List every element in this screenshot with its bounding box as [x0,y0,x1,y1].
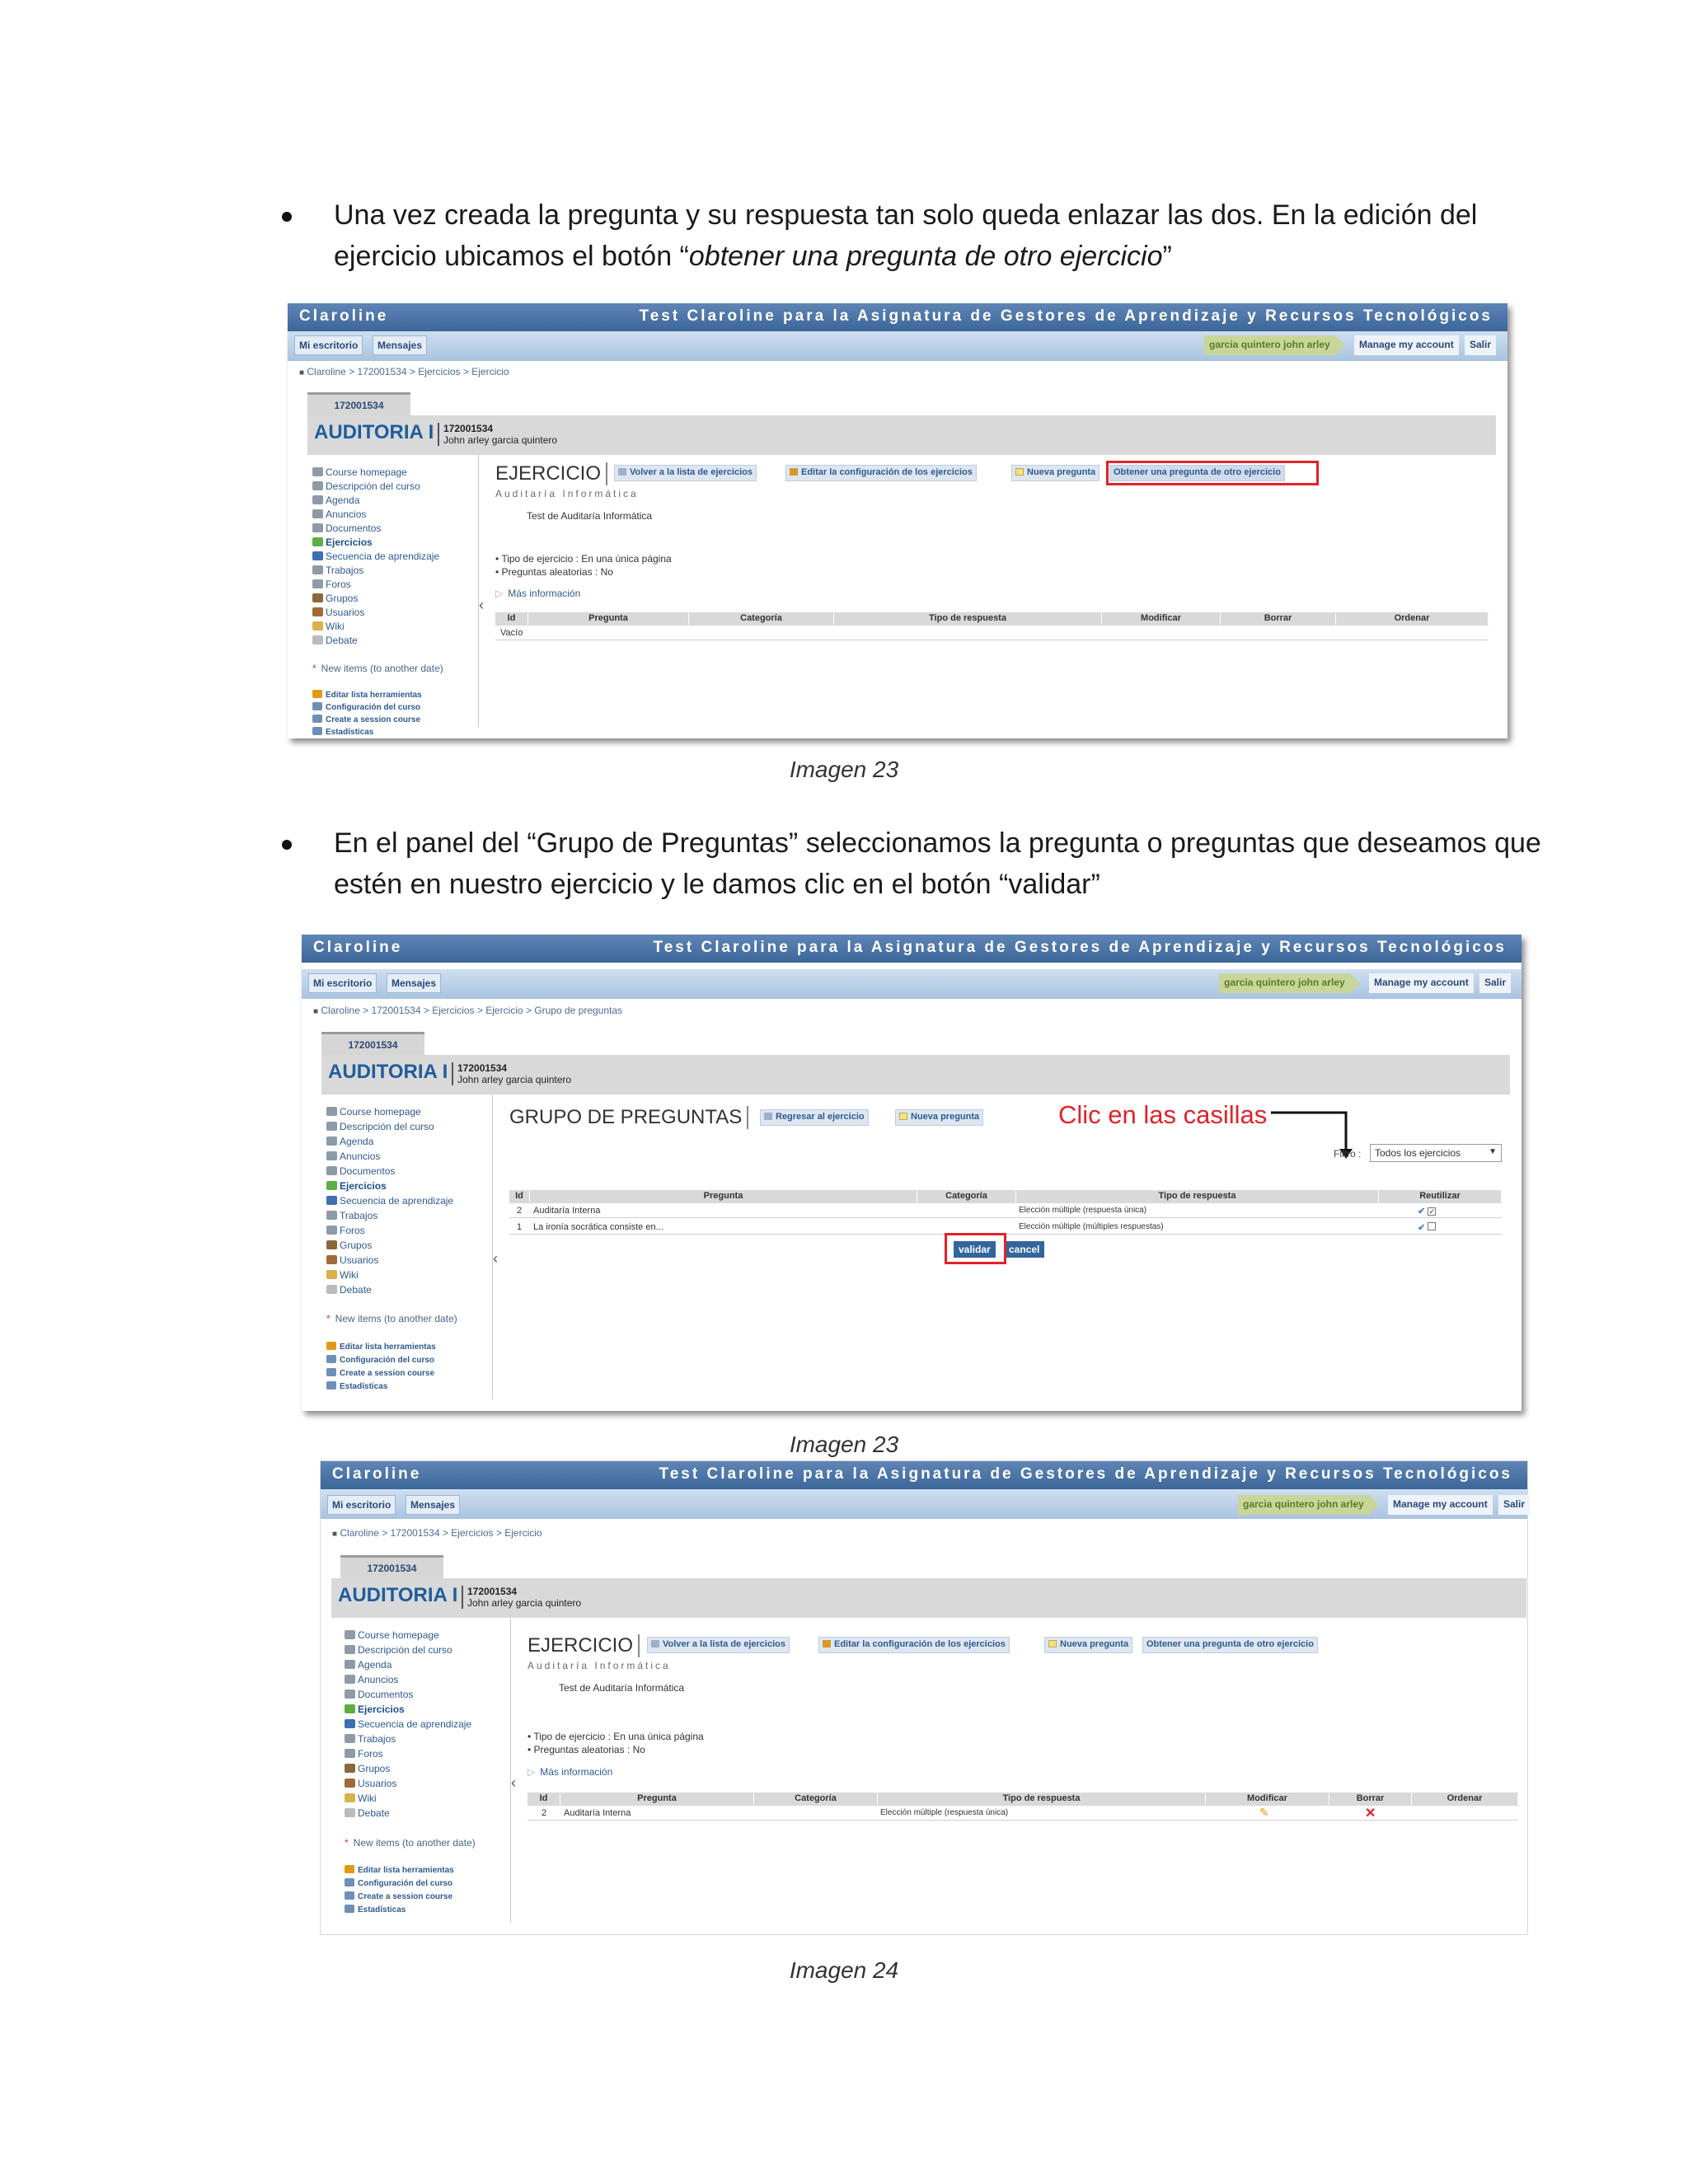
group-icon [312,593,323,602]
exercise-title: EJERCICIO [528,1634,640,1657]
nav-desk-link[interactable]: Mi escritorio [294,335,363,355]
col-answer-type: Tipo de respuesta [878,1793,1206,1805]
stats-icon [326,1381,336,1390]
description-icon [345,1645,355,1654]
col-category: Categoría [917,1191,1016,1202]
triangle-icon: ▷ [528,1766,536,1778]
menu-users[interactable]: Usuarios [312,607,364,618]
menu-forums[interactable]: Foros [345,1748,383,1760]
tool-create-session[interactable]: Create a session course [326,1368,434,1378]
col-order: Ordenar [1412,1793,1518,1805]
row-answer-type: Elección múltiple (respuesta única) [880,1808,1009,1817]
menu-course-homepage[interactable]: Course homepage [345,1629,439,1641]
menu-users[interactable]: Usuarios [345,1778,396,1789]
col-id: Id [528,1793,560,1805]
menu-course-description[interactable]: Descripción del curso [312,480,420,492]
bullet-paragraph-1 [284,194,1570,277]
config-icon [312,702,322,710]
row-id: 2 [517,1206,523,1216]
exercise-info [495,552,672,579]
assignment-icon [312,565,323,574]
folder-icon [312,523,323,532]
arrow-back-icon [651,1640,659,1647]
crumb-exercise[interactable]: Ejercicio [485,1005,523,1016]
bullet-paragraph-2 [284,823,1570,905]
tool-course-config[interactable]: Configuración del curso [326,1355,434,1365]
course-title[interactable]: AUDITORIA I [338,1584,458,1606]
col-category: Categoría [754,1793,878,1805]
menu-learning-path[interactable]: Secuencia de aprendizaje [326,1195,453,1207]
brand-logo[interactable]: Claroline [299,307,389,325]
crumb-exercises[interactable]: Ejercicios [451,1527,494,1539]
group-icon [326,1240,337,1249]
table-row [528,1806,1518,1821]
row-id: 2 [542,1808,547,1818]
row-reuse [1418,1206,1436,1216]
col-reuse: Reutilizar [1379,1191,1502,1202]
calendar-icon [312,495,323,504]
row-question[interactable]: La ironía socrática consiste en... [533,1222,663,1232]
menu-learning-path[interactable]: Secuencia de aprendizaje [345,1718,471,1730]
back-to-exercise-button[interactable]: Regresar al ejercicio [760,1109,869,1126]
chat-icon [326,1285,337,1294]
modify-pencil-icon[interactable]: ✎ [1259,1806,1269,1819]
site-banner [321,1461,1527,1489]
announcement-icon [312,509,323,518]
collapse-sidebar-icon[interactable]: ‹ [479,597,484,613]
menu-announcements[interactable]: Anuncios [312,509,366,520]
course-code: 172001534 John arley garcia quintero [462,1586,581,1609]
crumb-root[interactable]: Claroline [340,1527,379,1539]
menu-documents[interactable]: Documentos [326,1165,395,1177]
menu-wiki[interactable]: Wiki [345,1793,377,1804]
menu-course-description[interactable]: Descripción del curso [345,1644,452,1656]
star-icon: * [345,1837,349,1849]
config-icon [326,1355,336,1363]
bullet-2-text: En el panel del “Grupo de Preguntas” seleccionamos la pregunta o preguntas que deseamos que estén en nuestro ejercicio y le damos clic en el botón “validar” [334,827,1541,900]
group-icon [345,1764,355,1773]
wiki-icon [312,621,323,630]
arrow-back-icon [764,1113,772,1120]
path-icon [326,1196,337,1205]
empty-text: Vacío [500,628,523,638]
row-answer-type: Elección múltiple (múltiples respuestas) [1019,1222,1164,1231]
col-question: Pregunta [530,1191,917,1202]
menu-exercises[interactable]: Ejercicios [345,1704,405,1715]
breadcrumb: ■ Claroline > 172001534 > Ejercicios > Ejercicio [332,1527,542,1539]
tool-statistics[interactable]: Estadísticas [345,1905,406,1915]
col-question: Pregunta [560,1793,754,1805]
col-answer-type: Tipo de respuesta [834,613,1102,625]
path-icon [345,1719,355,1728]
document-icon [899,1113,907,1120]
calendar-icon [326,1137,337,1146]
caption-3: Imagen 24 [789,1957,899,1983]
course-title[interactable]: AUDITORIA I [328,1061,448,1083]
bullet-1-after: ” [1162,241,1172,272]
info-random: • Preguntas aleatorias : No [495,566,613,578]
wiki-icon [326,1270,337,1279]
menu-course-homepage[interactable]: Course homepage [326,1106,421,1118]
menu-debate[interactable]: Debate [345,1807,390,1819]
tool-create-session[interactable]: Create a session course [312,715,420,724]
menu-course-homepage[interactable]: Course homepage [312,466,407,478]
tool-edit-list[interactable]: Editar lista herramientas [312,690,422,700]
caption-1: Imagen 23 [789,757,899,782]
checkmark-icon [326,1181,337,1190]
home-page-icon [326,1107,337,1116]
stats-icon [345,1905,354,1913]
manage-account-link[interactable]: Manage my account [1369,973,1474,993]
site-title: Test Claroline para la Asignatura de Gestores de Aprendizaje y Recursos Tecnológicos [659,1465,1512,1483]
menu-documents[interactable]: Documentos [345,1689,413,1700]
tool-edit-list[interactable]: Editar lista herramientas [345,1865,454,1875]
forum-icon [345,1749,355,1758]
tool-course-config[interactable]: Configuración del curso [345,1878,452,1888]
announcement-icon [345,1675,355,1684]
info-type: • Tipo de ejercicio : En una única página [528,1731,704,1742]
nav-messages-link[interactable]: Mensajes [387,973,441,993]
wiki-icon [345,1793,355,1802]
questions-table-header [528,1793,1518,1806]
filter-label: Filtro : [1334,1148,1362,1160]
menu-exercises[interactable]: Ejercicios [312,537,373,548]
new-items-note[interactable]: * New items (to another date) [326,1313,457,1324]
menu-documents[interactable]: Documentos [312,523,381,534]
pencil-icon [312,690,322,698]
table-row-empty [495,626,1489,640]
exercise-description: Test de Auditaría Informática [559,1682,685,1694]
crumb-root[interactable]: Claroline [307,366,346,377]
menu-groups[interactable]: Grupos [345,1763,390,1774]
site-title: Test Claroline para la Asignatura de Gestores de Aprendizaje y Recursos Tecnológicos [639,307,1493,325]
col-delete: Borrar [1221,613,1336,625]
screenshot-exercise-edit [288,303,1507,738]
group-title: GRUPO DE PREGUNTAS [509,1106,748,1129]
menu-forums[interactable]: Foros [326,1225,365,1236]
nav-desk-link[interactable]: Mi escritorio [327,1495,396,1515]
menu-groups[interactable]: Grupos [312,593,358,604]
course-sidebar [331,1618,511,1923]
filter-select[interactable]: Todos los ejercicios ▼ [1370,1144,1502,1162]
obtain-question-button[interactable]: Obtener una pregunta de otro ejercicio [1109,465,1285,481]
tool-statistics[interactable]: Estadísticas [326,1381,387,1391]
menu-announcements[interactable]: Anuncios [345,1674,398,1685]
bullet-dot [282,212,292,222]
reuse-checkbox[interactable]: ✓ [1428,1207,1436,1216]
crumb-course[interactable]: 172001534 [357,366,407,377]
folder-icon [345,1690,355,1699]
course-header [307,415,1496,455]
pencil-icon [326,1342,336,1350]
col-delete: Borrar [1329,1793,1412,1805]
cancel-button[interactable]: cancel [1004,1241,1044,1258]
menu-learning-path[interactable]: Secuencia de aprendizaje [312,551,439,562]
col-id: Id [495,613,528,625]
menu-agenda[interactable]: Agenda [312,494,359,506]
description-icon [326,1122,337,1131]
course-header [331,1578,1526,1618]
course-sidebar [313,1094,493,1399]
screenshot-exercise-updated [320,1460,1528,1935]
users-icon [345,1779,355,1788]
crumb-question-group[interactable]: Grupo de preguntas [534,1005,623,1016]
col-question: Pregunta [528,613,689,625]
new-items-note[interactable]: * New items (to another date) [312,663,443,674]
session-icon [312,715,322,723]
site-banner [288,303,1507,331]
assignment-icon [345,1734,355,1743]
table-row [509,1203,1502,1218]
logout-link[interactable]: Salir [1498,1495,1530,1515]
course-tab[interactable]: 172001534 [340,1555,443,1578]
group-table-header [509,1190,1502,1203]
document-icon [1048,1640,1057,1647]
highlight-box [1106,461,1319,485]
more-info-link[interactable]: ▷ Más información [528,1766,613,1778]
col-category: Categoría [689,613,834,625]
new-question-button[interactable]: Nueva pregunta [1011,465,1100,481]
user-name-badge[interactable]: garcia quintero john arley [1219,973,1350,993]
back-to-list-button[interactable]: Volver a la lista de ejercicios [614,465,757,481]
menu-debate[interactable]: Debate [326,1284,372,1296]
course-tab[interactable]: 172001534 [321,1032,424,1055]
site-title: Test Claroline para la Asignatura de Gestores de Aprendizaje y Recursos Tecnológicos [653,939,1507,956]
crumb-exercises[interactable]: Ejercicios [418,366,461,377]
brand-logo[interactable]: Claroline [313,939,403,956]
tool-statistics[interactable]: Estadísticas [312,727,373,737]
session-icon [326,1368,336,1376]
tool-edit-list[interactable]: Editar lista herramientas [326,1342,436,1352]
site-banner [302,935,1522,963]
row-id: 1 [517,1222,523,1232]
top-navbar [288,331,1507,361]
users-icon [312,607,323,616]
triangle-icon: ▷ [495,588,504,599]
menu-assignments[interactable]: Trabajos [345,1733,396,1745]
highlight-box [945,1233,1006,1264]
pencil-icon [345,1865,354,1873]
menu-exercises[interactable]: Ejercicios [326,1180,387,1192]
nav-desk-link[interactable]: Mi escritorio [308,973,377,993]
bullet-1-text: Una vez creada la pregunta y su respuesta tan solo queda enlazar las dos. En la edición del ejercicio ubicamos el botón “ [334,199,1478,272]
row-answer-type: Elección múltiple (respuesta única) [1019,1206,1147,1215]
screenshot-question-group [302,935,1522,1411]
collapse-sidebar-icon[interactable]: ‹ [511,1774,516,1791]
breadcrumb: ■ Claroline > 172001534 > Ejercicios > Ejercicio > Grupo de preguntas [313,1005,623,1016]
user-name-badge[interactable]: garcia quintero john arley [1238,1495,1369,1515]
stats-icon [312,727,322,735]
home-icon: ■ [299,368,305,377]
col-modify: Modificar [1206,1793,1329,1805]
info-random: • Preguntas aleatorias : No [528,1744,645,1755]
menu-assignments[interactable]: Trabajos [326,1210,377,1221]
edit-config-button[interactable]: Editar la configuración de los ejercicios [818,1637,1010,1653]
menu-forums[interactable]: Foros [312,579,351,590]
collapse-sidebar-icon[interactable]: ‹ [493,1250,498,1267]
tool-create-session[interactable]: Create a session course [345,1891,452,1901]
caption-2: Imagen 23 [789,1432,899,1457]
calendar-icon [345,1660,355,1669]
new-question-button[interactable]: Nueva pregunta [1044,1637,1132,1653]
crumb-exercise[interactable]: Ejercicio [471,366,509,377]
crumb-course[interactable]: 172001534 [390,1527,440,1539]
menu-debate[interactable]: Debate [312,635,358,646]
top-navbar [321,1489,1527,1519]
course-code: 172001534 John arley garcia quintero [438,423,557,446]
new-items-note[interactable]: * New items (to another date) [345,1837,476,1849]
exercise-info [528,1730,704,1756]
menu-wiki[interactable]: Wiki [312,621,345,632]
checkmark-icon: ✔ [1418,1207,1426,1216]
menu-course-description[interactable]: Descripción del curso [326,1121,434,1132]
manage-account-link[interactable]: Manage my account [1354,335,1459,355]
course-header [321,1055,1510,1094]
home-icon: ■ [332,1530,338,1539]
user-name-badge[interactable]: garcia quintero john arley [1204,335,1335,355]
exercise-description: Test de Auditaría Informática [527,510,653,522]
crumb-course[interactable]: 172001534 [371,1005,421,1016]
row-reuse [1418,1222,1436,1233]
exercise-subtitle: Auditaría Informática [495,488,639,499]
menu-assignments[interactable]: Trabajos [312,565,363,576]
checkmark-icon [345,1704,355,1713]
course-title[interactable]: AUDITORIA I [314,421,434,443]
reuse-checkbox[interactable] [1428,1222,1436,1230]
row-question[interactable]: Auditaría Interna [533,1206,601,1216]
menu-announcements[interactable]: Anuncios [326,1151,380,1162]
new-question-button[interactable]: Nueva pregunta [895,1109,983,1126]
bullet-dot [282,840,292,850]
assignment-icon [326,1211,337,1220]
crumb-root[interactable]: Claroline [321,1005,360,1016]
annotation-click-checkboxes: Clic en las casillas [1058,1100,1268,1129]
col-id: Id [509,1191,530,1202]
info-type: • Tipo de ejercicio : En una única página [495,553,672,565]
folder-icon [326,1166,337,1175]
announcement-icon [326,1151,337,1160]
menu-wiki[interactable]: Wiki [326,1269,359,1281]
document-icon [1015,468,1024,476]
exercise-title: EJERCICIO [495,462,607,485]
menu-agenda[interactable]: Agenda [345,1659,392,1671]
delete-x-icon[interactable]: ✕ [1365,1807,1376,1821]
chat-icon [345,1808,355,1817]
course-code: 172001534 John arley garcia quintero [452,1062,571,1085]
description-icon [312,481,323,490]
back-to-list-button[interactable]: Volver a la lista de ejercicios [647,1637,790,1653]
crumb-exercise[interactable]: Ejercicio [504,1527,542,1539]
menu-users[interactable]: Usuarios [326,1254,378,1266]
users-icon [326,1255,337,1264]
course-sidebar [299,455,479,737]
checkmark-icon [312,537,323,546]
logout-link[interactable]: Salir [1479,973,1511,993]
edit-config-button[interactable]: Editar la configuración de los ejercicios [785,465,977,481]
col-answer-type: Tipo de respuesta [1016,1191,1379,1202]
chat-icon [312,635,323,644]
forum-icon [326,1226,337,1235]
exercise-subtitle: Auditaría Informática [528,1660,671,1671]
course-teacher: John arley garcia quintero [467,1597,582,1609]
row-question[interactable]: Auditaría Interna [564,1808,631,1818]
arrow-back-icon [618,468,626,476]
obtain-question-button[interactable]: Obtener una pregunta de otro ejercicio [1142,1637,1318,1653]
tool-course-config[interactable]: Configuración del curso [312,702,420,712]
col-modify: Modificar [1102,613,1221,625]
home-page-icon [345,1630,355,1639]
home-page-icon [312,467,323,476]
session-icon [345,1891,354,1900]
course-tab[interactable]: 172001534 [307,392,410,415]
pencil-icon [790,468,798,476]
brand-logo[interactable]: Claroline [332,1465,422,1483]
config-icon [345,1878,354,1886]
crumb-exercises[interactable]: Ejercicios [432,1005,475,1016]
col-order: Ordenar [1336,613,1489,625]
bullet-1-italic: obtener una pregunta de otro ejercicio [688,241,1163,272]
course-teacher: John arley garcia quintero [443,434,558,446]
star-icon: * [326,1313,331,1324]
pencil-icon [823,1640,831,1647]
checkmark-icon: ✔ [1418,1223,1426,1233]
menu-agenda[interactable]: Agenda [326,1136,373,1147]
home-icon: ■ [313,1007,319,1016]
path-icon [312,551,323,560]
star-icon: * [312,663,316,674]
top-navbar [302,969,1522,999]
logout-link[interactable]: Salir [1465,335,1496,355]
questions-table-header [495,612,1489,626]
breadcrumb: ■ Claroline > 172001534 > Ejercicios > Ejercicio [299,366,509,377]
chevron-down-icon: ▼ [1489,1147,1497,1156]
nav-messages-link[interactable]: Mensajes [406,1495,460,1515]
menu-groups[interactable]: Grupos [326,1240,372,1251]
nav-messages-link[interactable]: Mensajes [373,335,427,355]
forum-icon [312,579,323,588]
manage-account-link[interactable]: Manage my account [1388,1495,1493,1515]
validate-button[interactable]: validar [954,1241,996,1258]
course-teacher: John arley garcia quintero [457,1074,572,1085]
more-info-link[interactable]: ▷ Más información [495,588,581,599]
